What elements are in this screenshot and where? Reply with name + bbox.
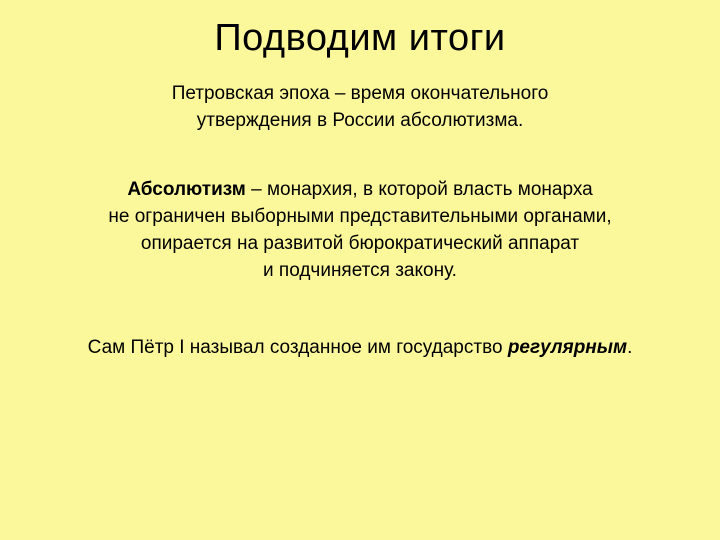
definition-line-2: не ограничен выборными представительными органами, xyxy=(108,206,612,227)
lead-line-1: Петровская эпоха – время окончательного xyxy=(171,83,549,104)
note-paragraph xyxy=(0,334,720,361)
note-emphasis: регулярным xyxy=(507,337,628,358)
lead-line-2: утверждения в России абсолютизма. xyxy=(196,110,524,131)
definition-line-3: опирается на развитой бюрократический аппарат xyxy=(140,233,580,254)
definition-line-4: и подчиняется закону. xyxy=(263,260,457,281)
definition-term: Абсолютизм xyxy=(127,179,246,200)
note-text: Сам Пётр I называл созданное им государство xyxy=(87,337,508,358)
definition-line-1-rest: – монархия, в которой власть монарха xyxy=(245,179,593,200)
note-end: . xyxy=(627,337,633,358)
note-line xyxy=(0,334,720,361)
lead-paragraph xyxy=(0,80,720,134)
slide-title: Подводим итоги xyxy=(214,17,506,59)
definition-paragraph xyxy=(0,176,720,284)
definition-line-1 xyxy=(0,176,720,203)
